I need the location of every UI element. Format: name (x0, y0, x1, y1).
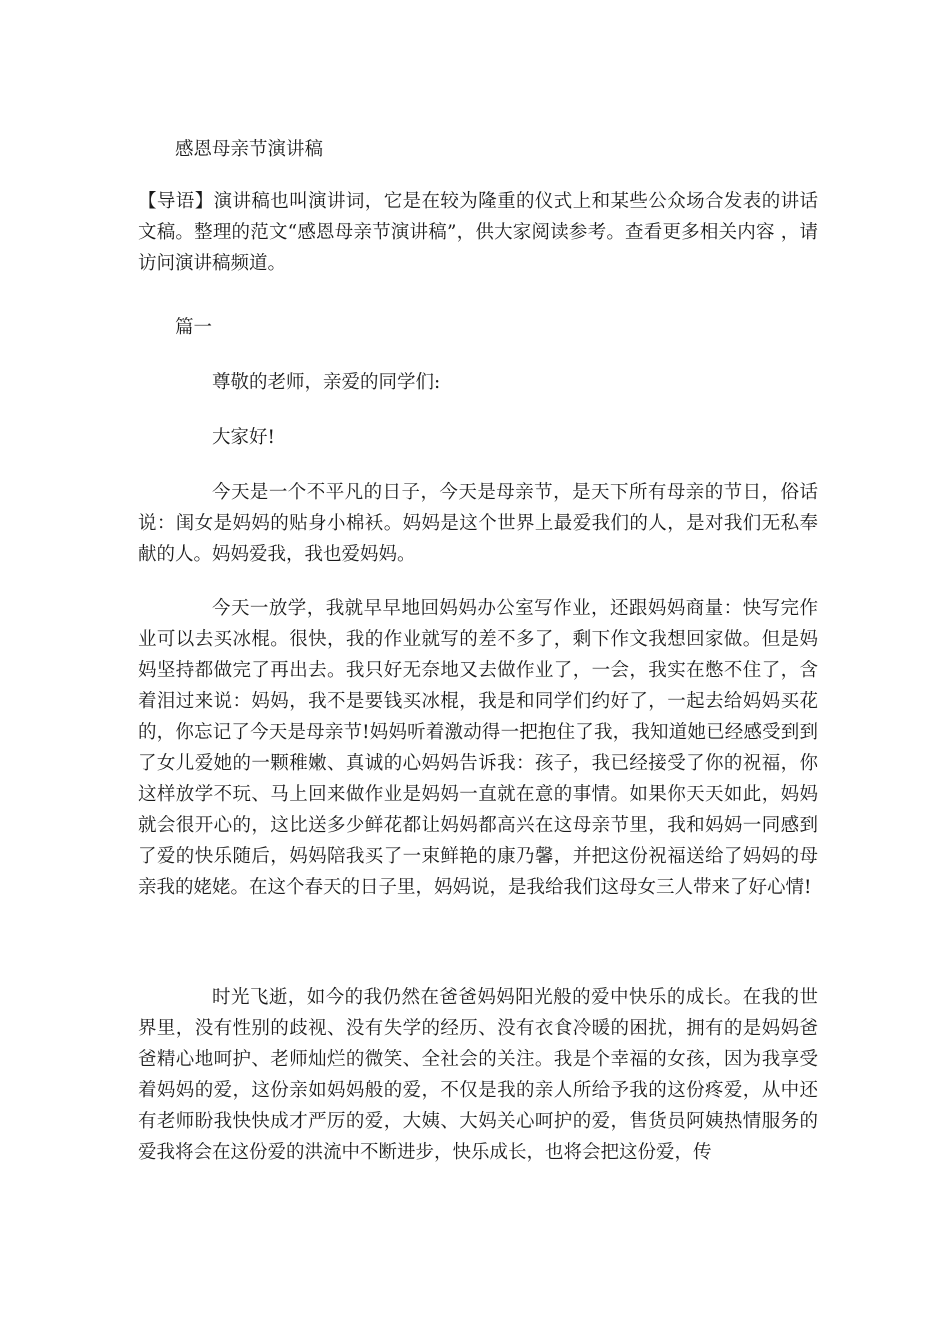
body-paragraph-3: 时光飞逝，如今的我仍然在爸爸妈妈阳光般的爱中快乐的成长。在我的世界里，没有性别的歧视、没有失学的经历、没有衣食冷暖的困扰，拥有的是妈妈爸爸精心地呵护、老师灿烂的微笑、全社会的关注。我是个幸福的女孩，因为我享受着妈妈的爱，这份亲如妈妈般的爱，不仅是我的亲人所给予我的这份疼爱，从中还有老师盼我快快成才严厉的爱，大姨、大妈关心呵护的爱，售货员阿姨热情服务的爱我将会在这份爱的洪流中不断进步，快乐成长，也将会把这份爱，传 (138, 987, 818, 1163)
body-paragraph-1: 今天是一个不平凡的日子，今天是母亲节，是天下所有母亲的节日，俗话说：闺女是妈妈的贴身小棉袄。妈妈是这个世界上最爱我们的人，是对我们无私奉献的人。妈妈爱我，我也爱妈妈。 (138, 482, 818, 565)
greeting: 大家好! (212, 427, 275, 448)
part-label: 篇一 (175, 317, 213, 338)
document-title: 感恩母亲节演讲稿 (175, 139, 324, 160)
intro-paragraph: 【导语】演讲稿也叫演讲词，它是在较为隆重的仪式上和某些公众场合发表的讲话文稿。整理的范文“感恩母亲节演讲稿”，供大家阅读参考。查看更多相关内容 ，请访问演讲稿频道。 (138, 191, 818, 274)
salutation: 尊敬的老师，亲爱的同学们: (212, 372, 441, 393)
body-paragraph-2: 今天一放学，我就早早地回妈妈办公室写作业，还跟妈妈商量：快写完作业可以去买冰棍。很快，我的作业就写的差不多了，剩下作文我想回家做。但是妈妈坚持都做完了再出去。我只好无奈地又去做作业了，一会，我实在憋不住了，含着泪过来说：妈妈，我不是要钱买冰棍，我是和同学们约好了，一起去给妈妈买花的，你忘记了今天是母亲节!妈妈听着激动得一把抱住了我，我知道她已经感受到到了女儿爱她的一颗稚嫩、真诚的心妈妈告诉我：孩子，我已经接受了你的祝福，你这样放学不玩、马上回来做作业是妈妈一直就在意的事情。如果你天天如此，妈妈就会很开心的，这比送多少鲜花都让妈妈都高兴在这母亲节里，我和妈妈一同感到了爱的快乐随后，妈妈陪我买了一束鲜艳的康乃馨，并把这份祝福送给了妈妈的母亲我的姥姥。在这个春天的日子里，妈妈说，是我给我们这母女三人带来了好心情! (138, 598, 818, 898)
